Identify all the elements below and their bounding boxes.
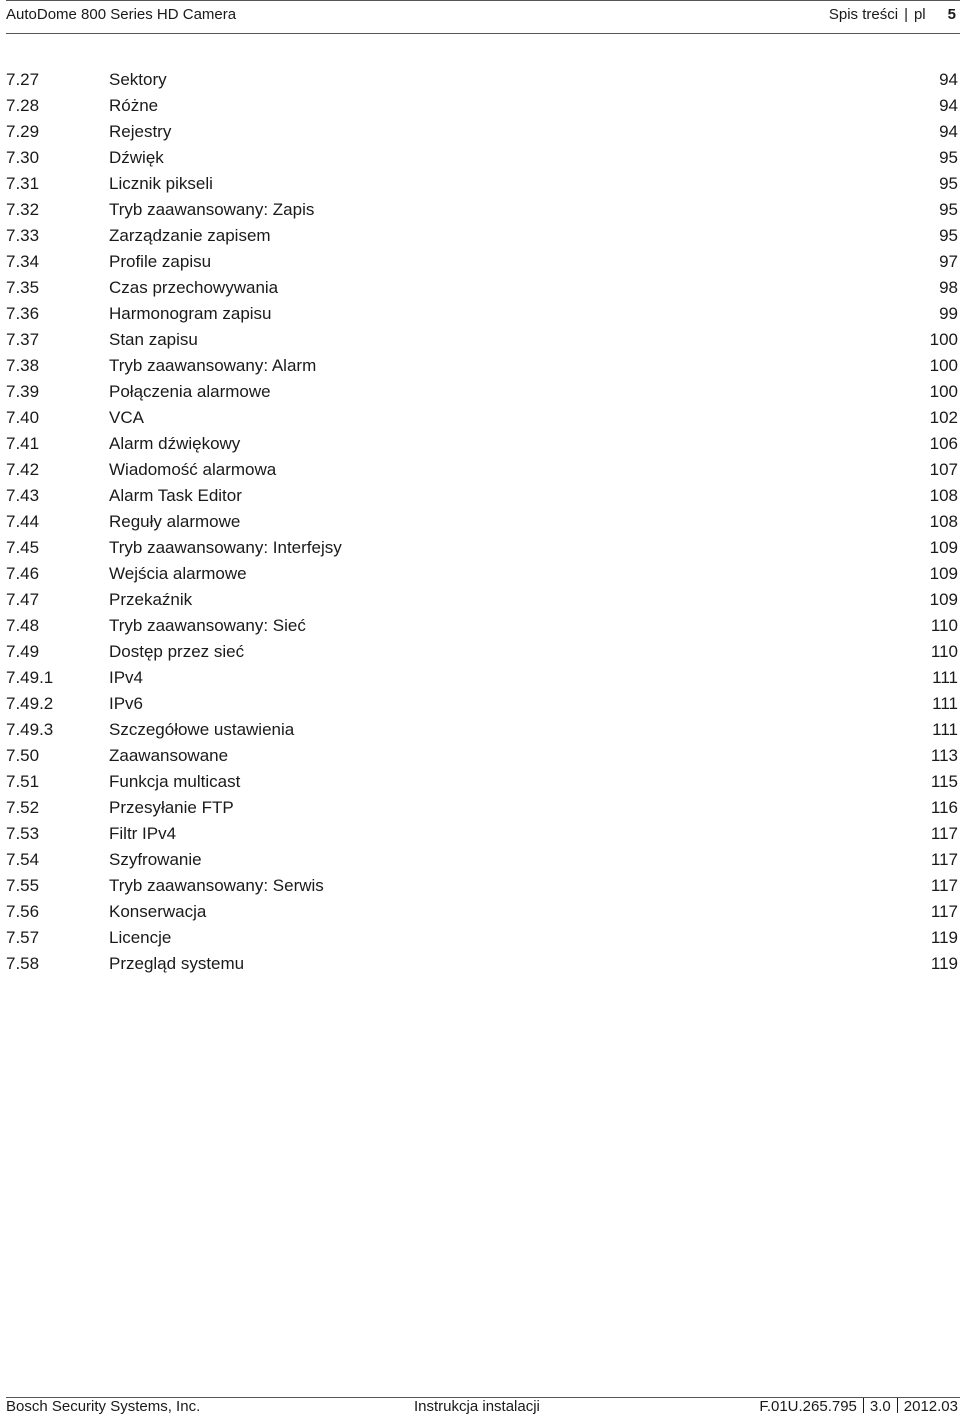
- toc-entry-title[interactable]: Alarm Task Editor: [109, 486, 242, 505]
- toc-entry-number: 7.40: [6, 408, 40, 427]
- toc-entry-number: 7.49.2: [6, 694, 54, 713]
- toc-entry-number: 7.45: [6, 538, 40, 557]
- toc-entry-title[interactable]: Harmonogram zapisu: [109, 304, 272, 323]
- toc-entry-page[interactable]: 94: [939, 96, 958, 115]
- language-code: pl: [913, 6, 926, 23]
- toc-entry[interactable]: [6, 951, 960, 977]
- toc-entry-number: 7.49.1: [6, 668, 54, 687]
- toc-entry-number: 7.34: [6, 252, 40, 271]
- toc-entry-page[interactable]: 99: [939, 304, 958, 323]
- toc-entry-page[interactable]: 117: [930, 850, 958, 869]
- toc-entry-title[interactable]: Zaawansowane: [109, 746, 229, 765]
- toc-entry-page[interactable]: 94: [939, 70, 958, 89]
- toc-entry-title[interactable]: Czas przechowywania: [109, 278, 279, 297]
- toc-entry-page[interactable]: 115: [930, 772, 958, 791]
- toc-entry[interactable]: [6, 665, 960, 691]
- toc-entry-number: 7.56: [6, 902, 40, 921]
- toc-entry-title[interactable]: Wejścia alarmowe: [109, 564, 247, 583]
- toc-entry-number: 7.27: [6, 70, 40, 89]
- toc-entry[interactable]: [6, 795, 960, 821]
- toc-entry-title[interactable]: Tryb zaawansowany: Sieć: [109, 616, 306, 635]
- toc-entry[interactable]: [6, 405, 960, 431]
- toc-entry-number: 7.43: [6, 486, 40, 505]
- toc-entry[interactable]: [6, 899, 960, 925]
- toc-entry[interactable]: [6, 639, 960, 665]
- page-number: 5: [947, 6, 956, 23]
- toc-entry-title[interactable]: Stan zapisu: [109, 330, 198, 349]
- toc-entry-page[interactable]: 95: [939, 200, 958, 219]
- toc-entry[interactable]: [6, 483, 960, 509]
- toc-entry[interactable]: [6, 327, 960, 353]
- toc-entry[interactable]: [6, 535, 960, 561]
- toc-entry-title[interactable]: Tryb zaawansowany: Zapis: [109, 200, 315, 219]
- toc-entry-page[interactable]: 100: [929, 382, 958, 401]
- toc-entry-page[interactable]: 95: [939, 174, 958, 193]
- toc-entry-number: 7.38: [6, 356, 40, 375]
- toc-entry-number: 7.58: [6, 954, 40, 973]
- toc-entry-number: 7.50: [6, 746, 40, 765]
- toc-entry-title[interactable]: Licencje: [109, 928, 172, 947]
- section-name: Spis treści: [828, 6, 899, 23]
- toc-entry[interactable]: [6, 93, 960, 119]
- toc-entry-page[interactable]: 95: [939, 148, 958, 167]
- toc-entry-number: 7.29: [6, 122, 40, 141]
- document-version: 3.0: [869, 1398, 891, 1415]
- toc-entry-number: 7.57: [6, 928, 40, 947]
- header-separator: |: [904, 6, 908, 23]
- toc-entry-page[interactable]: 111: [932, 668, 958, 687]
- toc-entry-title[interactable]: Dźwięk: [109, 148, 164, 167]
- toc-entry-title[interactable]: Rejestry: [109, 122, 172, 141]
- toc-entry-number: 7.46: [6, 564, 40, 583]
- toc-entry-title[interactable]: Wiadomość alarmowa: [109, 460, 277, 479]
- toc-entry-page[interactable]: 117: [930, 902, 958, 921]
- toc-entry-number: 7.33: [6, 226, 40, 245]
- toc-entry-number: 7.51: [6, 772, 40, 791]
- toc-entry-number: 7.49.3: [6, 720, 54, 739]
- toc-entry-page[interactable]: 110: [930, 616, 958, 635]
- toc-entry-title[interactable]: Licznik pikseli: [109, 174, 213, 193]
- document-id: F.01U.265.795: [759, 1398, 857, 1415]
- toc-entry[interactable]: [6, 197, 960, 223]
- toc-entry-title[interactable]: Dostęp przez sieć: [109, 642, 245, 661]
- toc-entry-page[interactable]: 111: [932, 694, 958, 713]
- toc-entry-title[interactable]: Sektory: [109, 70, 167, 89]
- toc-entry-title[interactable]: VCA: [109, 408, 144, 427]
- toc-entry-page[interactable]: 107: [929, 460, 958, 479]
- toc-entry-page[interactable]: 108: [929, 512, 958, 531]
- toc-entry[interactable]: [6, 249, 960, 275]
- toc-entry-page[interactable]: 117: [930, 876, 958, 895]
- page-header: [6, 0, 960, 34]
- toc-entry-page[interactable]: 117: [930, 824, 958, 843]
- toc-entry-page[interactable]: 113: [930, 746, 958, 765]
- toc-entry-title[interactable]: Połączenia alarmowe: [109, 382, 271, 401]
- toc-entry-title[interactable]: IPv6: [109, 694, 144, 713]
- toc-entry-page[interactable]: 111: [932, 720, 958, 739]
- toc-entry[interactable]: [6, 743, 960, 769]
- toc-entry-title[interactable]: Filtr IPv4: [109, 824, 177, 843]
- toc-entry-page[interactable]: 100: [929, 356, 958, 375]
- page-footer: [6, 1397, 960, 1414]
- document-identifiers: [759, 1398, 958, 1416]
- toc-entry-number: 7.42: [6, 460, 40, 479]
- toc-entry[interactable]: [6, 561, 960, 587]
- toc-entry-number: 7.41: [6, 434, 40, 453]
- toc-entry-title[interactable]: Reguły alarmowe: [109, 512, 241, 531]
- toc-entry-number: 7.37: [6, 330, 40, 349]
- toc-entry[interactable]: [6, 587, 960, 613]
- toc-entry-page[interactable]: 109: [929, 564, 958, 583]
- company-name: Bosch Security Systems, Inc.: [6, 1398, 201, 1415]
- toc-entry-number: 7.39: [6, 382, 40, 401]
- toc-entry[interactable]: [6, 509, 960, 535]
- toc-entry-title[interactable]: Tryb zaawansowany: Serwis: [109, 876, 324, 895]
- toc-entry-page[interactable]: 116: [930, 798, 958, 817]
- toc-entry-title[interactable]: Przekaźnik: [109, 590, 193, 609]
- toc-entry-title[interactable]: Szczegółowe ustawienia: [109, 720, 295, 739]
- toc-entry-number: 7.32: [6, 200, 40, 219]
- toc-entry[interactable]: [6, 717, 960, 743]
- toc-entry-number: 7.53: [6, 824, 40, 843]
- toc-entry-page[interactable]: 95: [939, 226, 958, 245]
- toc-entry-title[interactable]: Tryb zaawansowany: Interfejsy: [109, 538, 342, 557]
- toc-entry-number: 7.31: [6, 174, 40, 193]
- toc-entry-number: 7.47: [6, 590, 40, 609]
- toc-entry-page[interactable]: 94: [939, 122, 958, 141]
- toc-entry-number: 7.36: [6, 304, 40, 323]
- toc-entry-page[interactable]: 102: [929, 408, 958, 427]
- toc-entry-title[interactable]: IPv4: [109, 668, 144, 687]
- toc-entry[interactable]: [6, 223, 960, 249]
- toc-entry-page[interactable]: 98: [939, 278, 958, 297]
- toc-entry-title[interactable]: Szyfrowanie: [109, 850, 202, 869]
- document-title: AutoDome 800 Series HD Camera: [6, 6, 237, 23]
- toc-entry[interactable]: [6, 67, 960, 93]
- toc-entry-number: 7.44: [6, 512, 40, 531]
- toc-entry[interactable]: [6, 457, 960, 483]
- toc-entry-title[interactable]: Funkcja multicast: [109, 772, 241, 791]
- toc-entry[interactable]: [6, 145, 960, 171]
- toc-entry-page[interactable]: 106: [929, 434, 958, 453]
- toc-entry[interactable]: [6, 925, 960, 951]
- toc-entry-page[interactable]: 108: [929, 486, 958, 505]
- toc-entry-page[interactable]: 119: [930, 928, 958, 947]
- toc-entry-title[interactable]: Konserwacja: [109, 902, 207, 921]
- toc-entry-number: 7.54: [6, 850, 40, 869]
- toc-entry[interactable]: [6, 353, 960, 379]
- toc-entry-title[interactable]: Tryb zaawansowany: Alarm: [109, 356, 317, 375]
- toc-entry[interactable]: [6, 171, 960, 197]
- toc-entry-title[interactable]: Profile zapisu: [109, 252, 212, 271]
- toc-entry[interactable]: [6, 301, 960, 327]
- toc-entry-page[interactable]: 119: [930, 954, 958, 973]
- toc-entry-number: 7.49: [6, 642, 40, 661]
- table-of-contents: [6, 67, 960, 977]
- toc-entry-title[interactable]: Zarządzanie zapisem: [109, 226, 271, 245]
- toc-entry-number: 7.35: [6, 278, 40, 297]
- header-section-info: [829, 1, 956, 29]
- toc-entry[interactable]: [6, 431, 960, 457]
- footer-divider: [897, 1398, 898, 1413]
- toc-entry-page[interactable]: 109: [929, 538, 958, 557]
- toc-entry-title[interactable]: Przegląd systemu: [109, 954, 245, 973]
- document-date: 2012.03: [903, 1398, 958, 1415]
- toc-entry-page[interactable]: 110: [930, 642, 958, 661]
- toc-entry-page[interactable]: 109: [929, 590, 958, 609]
- toc-entry[interactable]: [6, 821, 960, 847]
- document-type: Instrukcja instalacji: [414, 1398, 540, 1415]
- toc-entry-title[interactable]: Alarm dźwiękowy: [109, 434, 241, 453]
- toc-entry-page[interactable]: 97: [939, 252, 958, 271]
- toc-entry-number: 7.30: [6, 148, 40, 167]
- toc-entry[interactable]: [6, 847, 960, 873]
- toc-entry-title[interactable]: Przesyłanie FTP: [109, 798, 234, 817]
- toc-entry-title[interactable]: Różne: [109, 96, 159, 115]
- toc-entry-number: 7.55: [6, 876, 40, 895]
- footer-divider: [863, 1398, 864, 1413]
- toc-entry[interactable]: [6, 769, 960, 795]
- toc-entry-number: 7.28: [6, 96, 40, 115]
- toc-entry[interactable]: [6, 379, 960, 405]
- toc-entry[interactable]: [6, 275, 960, 301]
- toc-entry-number: 7.48: [6, 616, 40, 635]
- toc-entry[interactable]: [6, 873, 960, 899]
- toc-entry-number: 7.52: [6, 798, 40, 817]
- toc-entry-page[interactable]: 100: [929, 330, 958, 349]
- toc-entry[interactable]: [6, 119, 960, 145]
- toc-entry[interactable]: [6, 691, 960, 717]
- toc-entry[interactable]: [6, 613, 960, 639]
